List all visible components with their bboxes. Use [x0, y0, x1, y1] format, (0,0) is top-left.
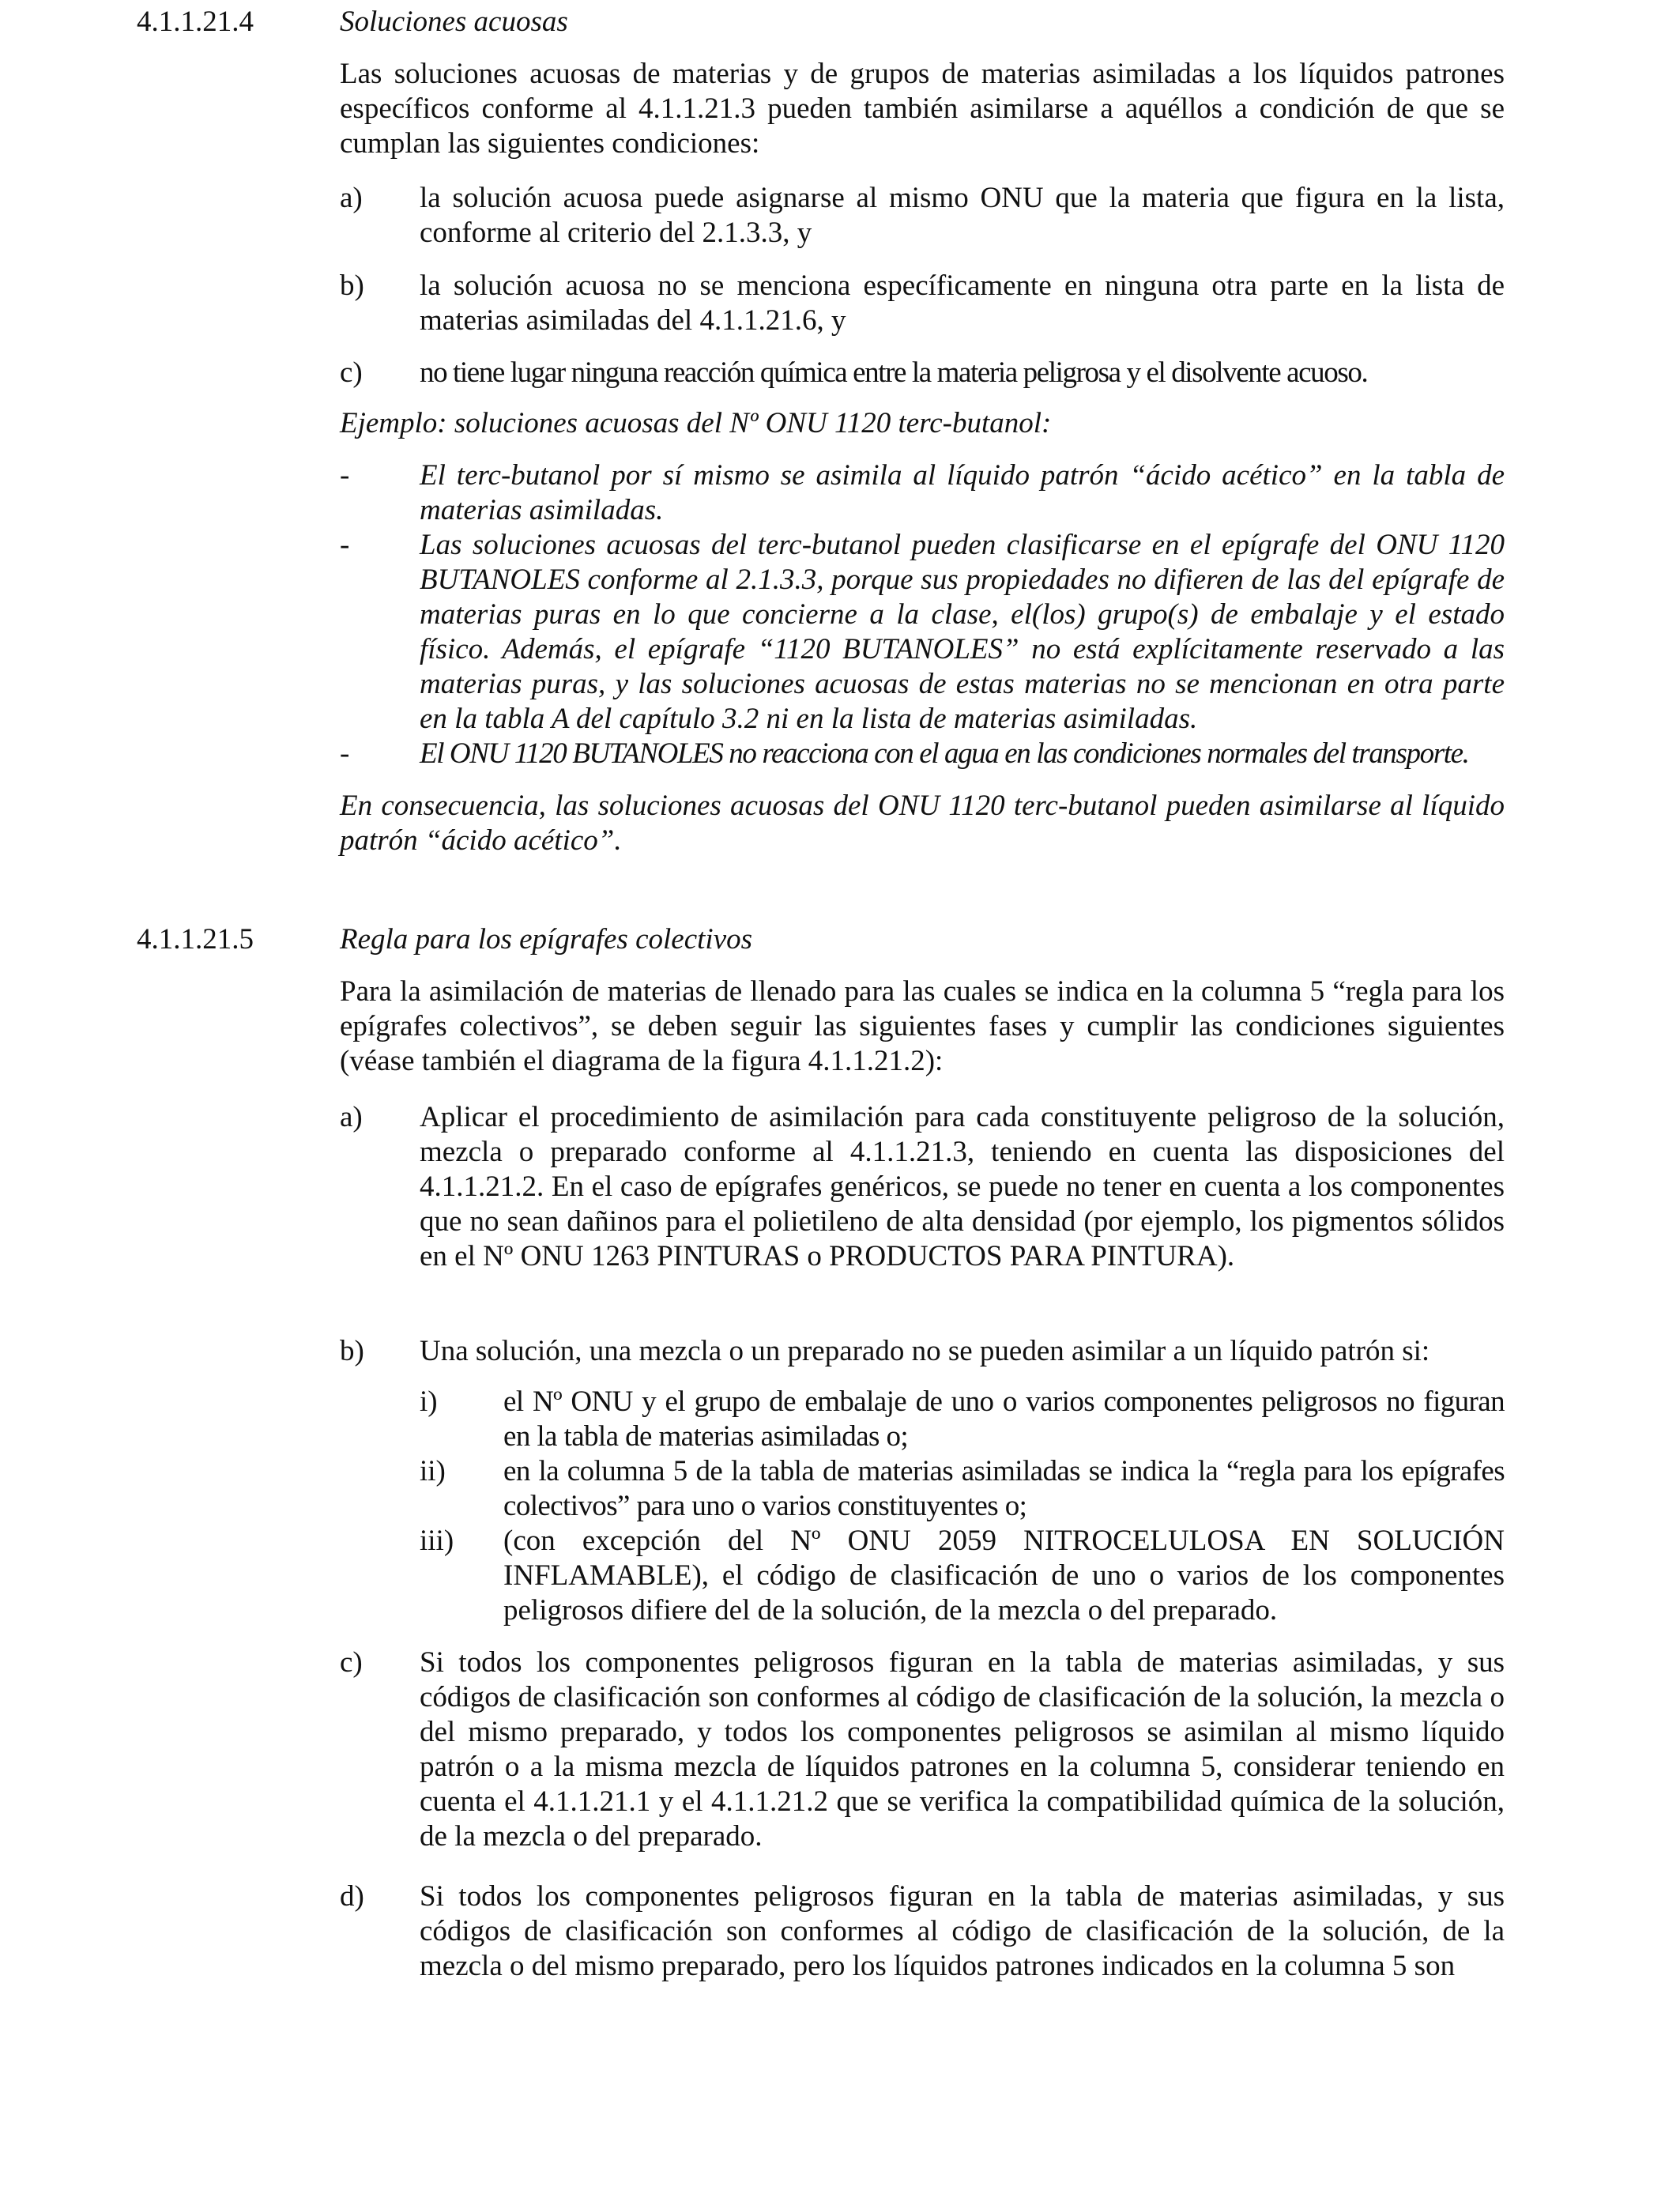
- list-item-label: c): [340, 356, 363, 389]
- list-item-label: d): [340, 1880, 364, 1913]
- sublist-item-text: en la columna 5 de la tabla de materias asimiladas se indica la “regla para los epígrafes colectivos” para uno o varios constituyentes o;: [503, 1455, 1505, 1522]
- example-bullet: -: [340, 529, 350, 561]
- section-title: Regla para los epígrafes colectivos: [340, 923, 753, 956]
- list-item-label: a): [340, 1101, 363, 1133]
- sublist-item-text: (con excepción del Nº ONU 2059 NITROCELULOSA EN SOLUCIÓN INFLAMABLE), el código de clasificación de uno o varios de los componentes peligrosos difiere del de la solución, de la mezcla o del preparado.: [503, 1525, 1505, 1627]
- section-number: 4.1.1.21.5: [137, 923, 254, 956]
- sublist-item-label: ii): [420, 1455, 446, 1487]
- section-number: 4.1.1.21.4: [137, 6, 254, 38]
- conclusion-paragraph: En consecuencia, las soluciones acuosas del ONU 1120 terc-butanol pueden asimilarse al líquido patrón “ácido acético”.: [340, 790, 1505, 857]
- list-item-text: Aplicar el procedimiento de asimilación para cada constituyente peligroso de la solución, mezcla o preparado conforme al 4.1.1.21.3, teniendo en cuenta las disposiciones del 4.1.1.21.2. En el caso de epígrafes genéricos, se puede no tener en cuenta a los componentes que no sean dañinos para el polietileno de alta densidad (por ejemplo, los pigmentos sólidos en el Nº ONU 1263 PINTURAS o PRODUCTOS PARA PINTURA).: [420, 1101, 1505, 1272]
- example-item-text: El terc-butanol por sí mismo se asimila al líquido patrón “ácido acético” en la tabla de materias asimiladas.: [420, 459, 1505, 526]
- section-intro-paragraph: Para la asimilación de materias de llenado para las cuales se indica en la columna 5 “regla para los epígrafes colectivos”, se deben seguir las siguientes fases y cumplir las condiciones siguientes (véase también el diagrama de la figura 4.1.1.21.2):: [340, 975, 1505, 1077]
- list-item-text: Una solución, una mezcla o un preparado no se pueden asimilar a un líquido patrón si:: [420, 1335, 1430, 1367]
- list-item-label: b): [340, 270, 364, 302]
- sublist-item-label: i): [420, 1385, 438, 1418]
- list-item-text: Si todos los componentes peligrosos figuran en la tabla de materias asimiladas, y sus códigos de clasificación son conformes al código de clasificación de la solución, de la mezcla o del mismo preparado, pero los líquidos patrones indicados en la columna 5 son: [420, 1880, 1505, 1982]
- sublist-item-label: iii): [420, 1525, 454, 1557]
- sublist-item-text: el Nº ONU y el grupo de embalaje de uno o varios componentes peligrosos no figuran en la tabla de materias asimiladas o;: [503, 1385, 1505, 1453]
- example-bullet: -: [340, 737, 350, 770]
- example-heading: Ejemplo: soluciones acuosas del Nº ONU 1120 terc-butanol:: [340, 407, 1052, 439]
- section-title: Soluciones acuosas: [340, 6, 568, 38]
- list-item-label: a): [340, 182, 363, 214]
- example-bullet: -: [340, 459, 350, 492]
- list-item-text: la solución acuosa puede asignarse al mismo ONU que la materia que figura en la lista, conforme al criterio del 2.1.3.3, y: [420, 182, 1505, 249]
- list-item-label: b): [340, 1335, 364, 1367]
- example-item-text: Las soluciones acuosas del terc-butanol pueden clasificarse en el epígrafe del ONU 1120 BUTANOLES conforme al 2.1.3.3, porque sus propiedades no difieren de las del epígrafe de materias puras en lo que concierne a la clase, el(los) grupo(s) de embalaje y el estado físico. Además, el epígrafe “1120 BUTANOLES” no está explícitamente reservado a las materias puras, y las soluciones acuosas de estas materias no se mencionan en otra parte en la tabla A del capítulo 3.2 ni en la lista de materias asimiladas.: [420, 529, 1505, 735]
- example-item-text: El ONU 1120 BUTANOLES no reacciona con el agua en las condiciones normales del transporte.: [420, 737, 1469, 770]
- list-item-text: no tiene lugar ninguna reacción química entre la materia peligrosa y el disolvente acuoso.: [420, 356, 1368, 389]
- section-intro-paragraph: Las soluciones acuosas de materias y de grupos de materias asimiladas a los líquidos patrones específicos conforme al 4.1.1.21.3 pueden también asimilarse a aquéllos a condición de que se cumplan las siguientes condiciones:: [340, 58, 1505, 160]
- list-item-label: c): [340, 1646, 363, 1679]
- list-item-text: la solución acuosa no se menciona específicamente en ninguna otra parte en la lista de materias asimiladas del 4.1.1.21.6, y: [420, 270, 1505, 337]
- list-item-text: Si todos los componentes peligrosos figuran en la tabla de materias asimiladas, y sus códigos de clasificación son conformes al código de clasificación de la solución, la mezcla o del mismo preparado, y todos los componentes peligrosos se asimilan al mismo líquido patrón o a la misma mezcla de líquidos patrones en la columna 5, considerar teniendo en cuenta el 4.1.1.21.1 y el 4.1.1.21.2 que se verifica la compatibilidad química de la solución, de la mezcla o del preparado.: [420, 1646, 1505, 1853]
